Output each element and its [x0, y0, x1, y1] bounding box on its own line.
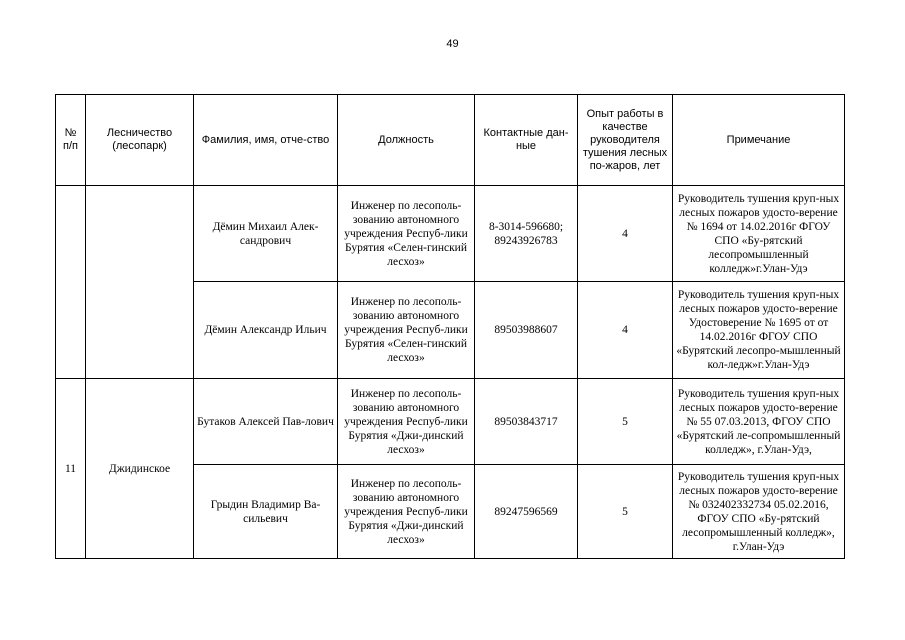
forestry-cell: Джидинское — [86, 379, 194, 559]
header-forestry: Лесничество (лесопарк) — [86, 95, 194, 186]
note-cell: Руководитель тушения круп-ных лесных пожаров удосто-верение № 1694 от 14.02.2016г ФГОУ СПО «Бу-рятский лесопромышленный колледж»г.Улан-Удэ — [673, 186, 845, 282]
name-cell: Дёмин Михаил Алек-сандрович — [194, 186, 338, 282]
name-cell: Бутаков Алексей Пав-лович — [194, 379, 338, 465]
note-cell: Руководитель тушения круп-ных лесных пожаров удосто-верение № 032402332734 05.02.2016, ФГОУ СПО «Бу-рятский лесопромышленный колледж», г.Улан-Удэ — [673, 465, 845, 559]
table-row — [56, 186, 845, 282]
name-cell: Дёмин Александр Ильич — [194, 282, 338, 379]
position-cell: Инженер по лесополь-зованию автономного учреждения Респуб-лики Бурятия «Селен-гинский лесхоз» — [338, 186, 475, 282]
forestry-staff-table — [55, 94, 845, 559]
row-number-cell — [56, 186, 86, 379]
header-note: Примечание — [673, 95, 845, 186]
contacts-cell: 89503988607 — [475, 282, 578, 379]
note-cell: Руководитель тушения круп-ных лесных пожаров удосто-верение Удостоверение № 1695 от от 14.02.2016г ФГОУ СПО «Бурятский лесопро-мышленный кол-ледж»г.Улан-Удэ — [673, 282, 845, 379]
experience-cell: 4 — [578, 282, 673, 379]
experience-cell: 5 — [578, 379, 673, 465]
header-contacts: Контактные дан-ные — [475, 95, 578, 186]
row-number-cell: 11 — [56, 379, 86, 559]
position-cell: Инженер по лесополь-зованию автономного учреждения Респуб-лики Бурятия «Селен-гинский лесхоз» — [338, 282, 475, 379]
contacts-cell: 8-3014-596680; 89243926783 — [475, 186, 578, 282]
note-cell: Руководитель тушения круп-ных лесных пожаров удосто-верение № 55 07.03.2013, ФГОУ СПО «Бурятский ле-сопромышленный колледж», г.Улан-Удэ, — [673, 379, 845, 465]
experience-cell: 4 — [578, 186, 673, 282]
header-name: Фамилия, имя, отче-ство — [194, 95, 338, 186]
forestry-cell — [86, 186, 194, 379]
table-row — [56, 379, 845, 465]
contacts-cell: 89503843717 — [475, 379, 578, 465]
name-cell: Грыдин Владимир Ва-сильевич — [194, 465, 338, 559]
position-cell: Инженер по лесополь-зованию автономного учреждения Респуб-лики Бурятия «Джи-динский лесхоз» — [338, 379, 475, 465]
position-cell: Инженер по лесополь-зованию автономного учреждения Респуб-лики Бурятия «Джи-динский лесхоз» — [338, 465, 475, 559]
header-experience: Опыт работы в качестве руководителя тушения лесных по-жаров, лет — [578, 95, 673, 186]
table-header-row — [56, 95, 845, 186]
header-position: Должность — [338, 95, 475, 186]
contacts-cell: 89247596569 — [475, 465, 578, 559]
header-num: № п/п — [56, 95, 86, 186]
page-number: 49 — [446, 38, 459, 50]
experience-cell: 5 — [578, 465, 673, 559]
